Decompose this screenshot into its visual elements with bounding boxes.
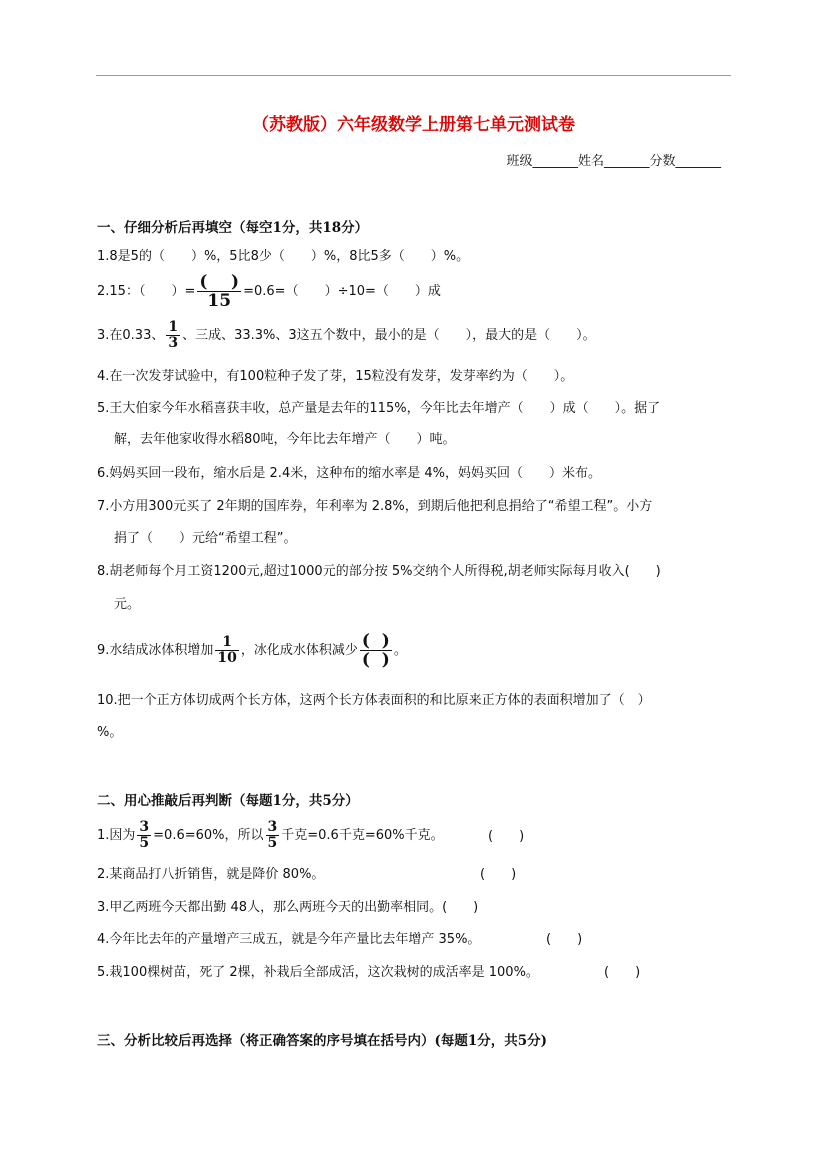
judge-mark-5: ( ) [604,965,641,980]
question-1-10-line-2: %。 [97,725,123,740]
section-3-title: 三、分析比较后再选择（将正确答案的序号填在括号内）(每题1分，共5分) [97,1033,548,1049]
fraction-three-fifths: $\frac{3}{5}$ [139,819,150,851]
question-1-9: 9.水结成冰体积增加 $\frac{1}{10}$ ，冰化成水体积减少 $\frac{( )}{( )}$ 。 [97,631,407,670]
judge-mark-2: ( ) [480,867,517,882]
question-1-5-line-2: 解，去年他家收得水稻80吨，今年比去年增产（ ）吨。 [114,432,456,447]
question-1-10-line-1: 10.把一个正方体切成两个长方体，这两个长方体表面积的和比原来正方体的表面积增加了（ ） [97,693,651,708]
question-1-4: 4.在一次发芽试验中，有100粒种子发了芽，15粒没有发芽，发芽率约为（ ）。 [97,369,574,384]
question-1-7-line-2: 捐了（ ）元给“希望工程”。 [114,531,297,546]
judge-mark-1: ( ) [488,829,525,844]
judge-mark-4: ( ) [546,932,583,947]
question-1-1: 1.8是5的（ ）%，5比8少（ ）%，8比5多（ ）%。 [97,249,470,264]
question-2-1: 1.因为 $\frac{3}{5}$ =0.6=60%，所以 $\frac{3}{5}$ 千克=0.6千克=60%千克。 [97,819,444,851]
page-title: （苏教版）六年级数学上册第七单元测试卷 [252,115,575,135]
fraction-blank-answer: $\frac{( )}{( )}$ [361,631,390,670]
question-1-3: 3.在0.33、 $\frac{1}{3}$ 、三成、33.3%、3这五个数中，最小的是（ ），最大的是（ ）。 [97,319,596,351]
question-1-2: 2.15：（ ）= $\frac{( )}{15}$ =0.6=（ ）÷10=（ ）成 [97,272,441,311]
fraction-three-fifths-2: $\frac{3}{5}$ [267,819,278,851]
question-1-8-line-1: 8.胡老师每个月工资1200元,超过1000元的部分按 5%交纳个人所得税,胡老师实际每月收入( ) [97,564,661,579]
section-1-title: 一、仔细分析后再填空（每空1分，共18分） [97,220,369,236]
question-1-8-line-2: 元。 [114,597,141,612]
student-info-line: 班级_______姓名_______分数_______ [506,154,721,169]
fraction-one-third: $\frac{1}{3}$ [168,319,179,351]
question-2-4: 4.今年比去年的产量增产三成五，就是今年产量比去年增产 35%。 [97,932,481,947]
section-2-title: 二、用心推敲后再判断（每题1分，共5分） [97,793,359,809]
question-2-5: 5.栽100棵树苗，死了 2棵，补栽后全部成活，这次栽树的成活率是 100%。 [97,965,539,980]
question-1-5-line-1: 5.王大伯家今年水稻喜获丰收，总产量是去年的115%，今年比去年增产（ ）成（ ）。据了 [97,401,661,416]
fraction-blank-over-15: $\frac{( )}{15}$ [199,272,240,311]
question-2-2: 2.某商品打八折销售，就是降价 80%。 [97,867,325,882]
header-rule [96,75,731,76]
fraction-one-tenth: $\frac{1}{10}$ [217,634,237,666]
question-2-3: 3.甲乙两班今天都出勤 48人，那么两班今天的出勤率相同。( ) [97,900,479,915]
question-1-6: 6.妈妈买回一段布，缩水后是 2.4米，这种布的缩水率是 4%，妈妈买回（ ）米布。 [97,466,601,481]
question-1-7-line-1: 7.小方用300元买了 2年期的国库券，年利率为 2.8%，到期后他把利息捐给了“希望工程”。小方 [97,499,653,514]
